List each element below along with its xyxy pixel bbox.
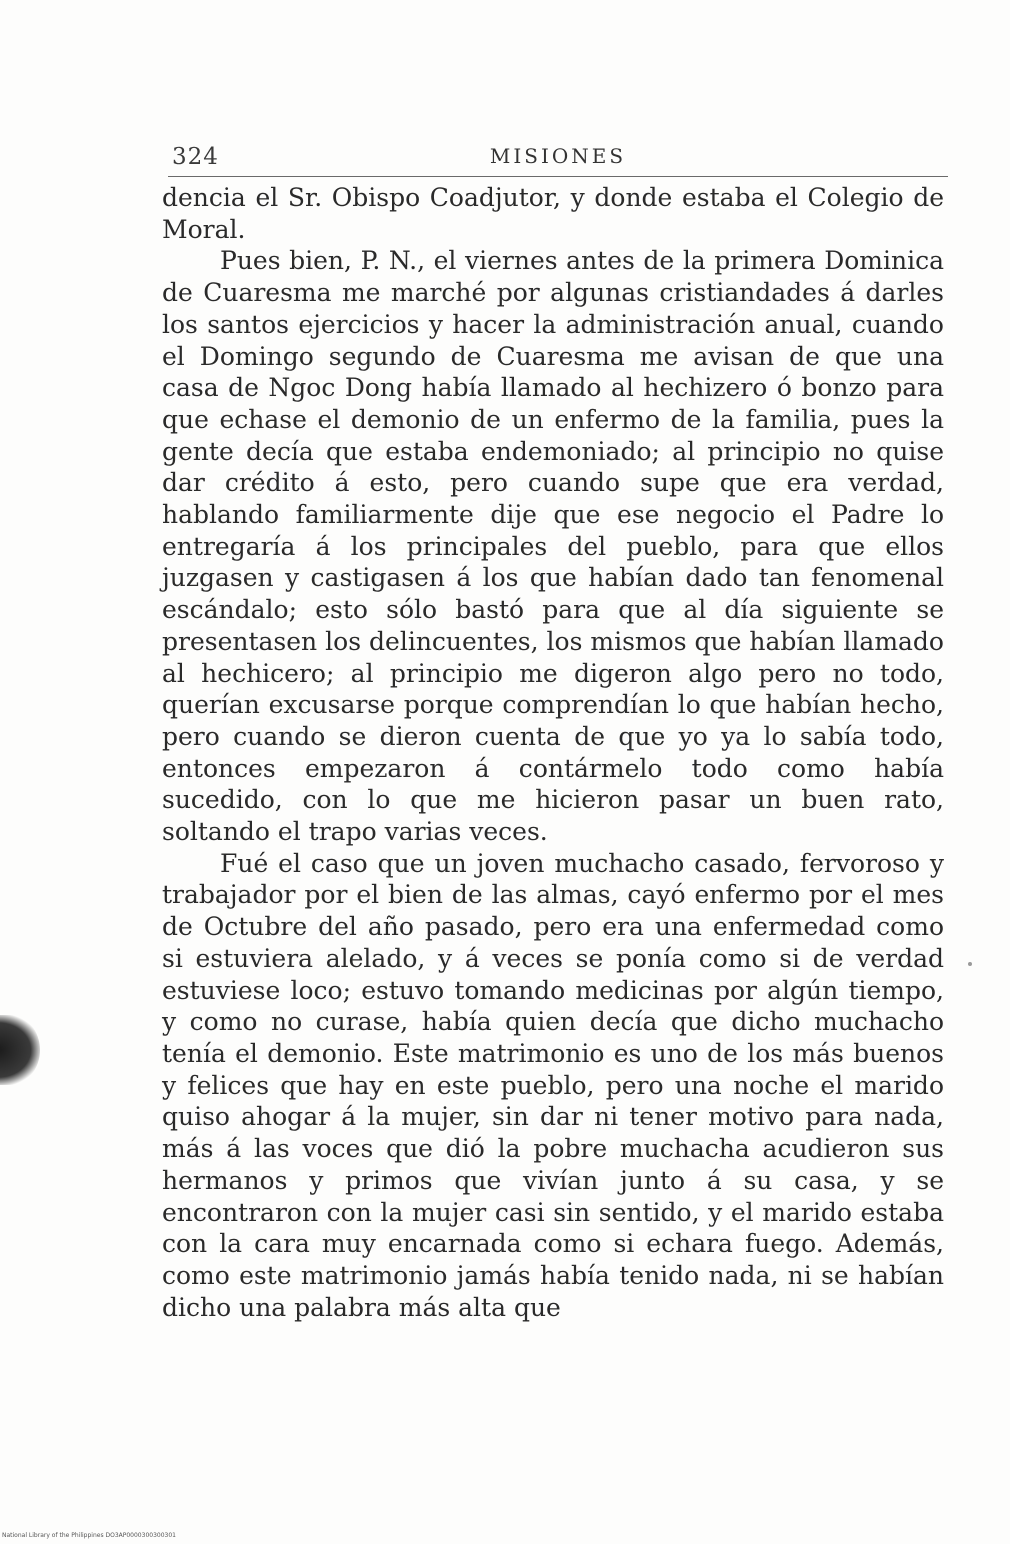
- running-head: MISIONES: [489, 144, 627, 168]
- scan-credit: National Library of the Philippines DO3AP0000300300301: [2, 1532, 176, 1539]
- paragraph: Pues bien, P. N., el viernes antes de la primera Dominica de Cuaresma me marché por algunas cristiandades á darles los santos ejercicios y hacer la administración anual, cuando el Domingo segundo de Cuaresma me avisan de que una casa de Ngoc Dong había llamado al hechizero ó bonzo para que echase el demonio de un enfermo de la familia, pues la gente decía que estaba endemoniado; al principio no quise dar crédito á esto, pero cuando supe que era verdad, hablando familiarmente dije que ese negocio el Padre lo entregaría á los principales del pueblo, para que ellos juzgasen y castigasen á los que habían dado tan fenomenal escándalo; esto sólo bastó para que al día siguiente se presentasen los delincuentes, los mismos que habían llamado al hechicero; al principio me digeron algo pero no todo, querían excusarse porque comprendían lo que habían hecho, pero cuando se dieron cuenta de que yo ya lo sabía todo, entonces empezaron á contármelo todo como había sucedido, con lo que me hicieron pasar un buen rato, soltando el trapo varias veces.: [162, 246, 944, 847]
- dust-speck: [968, 962, 972, 966]
- thumb-shadow: [0, 1015, 40, 1085]
- page-header: [168, 140, 948, 177]
- body-text: [162, 182, 944, 1323]
- page-number: 324: [172, 144, 219, 170]
- paragraph-continuation: dencia el Sr. Obispo Coadjutor, y donde estaba el Colegio de Moral.: [162, 183, 944, 244]
- paragraph: Fué el caso que un joven muchacho casado, fervoroso y trabajador por el bien de las almas, cayó enfermo por el mes de Octubre del año pasado, pero era una enfermedad como si estuviera alelado, y á veces se ponía como si de verdad estuviese loco; estuvo tomando medicinas por algún tiempo, y como no curase, había quien decía que dicho muchacho tenía el demonio. Este matrimonio es uno de los más buenos y felices que hay en este pueblo, pero una noche el marido quiso ahogar á la mujer, sin dar ni tener motivo para nada, más á las voces que dió la pobre muchacha acudieron sus hermanos y primos que vivían junto á su casa, y se encontraron con la mujer casi sin sentido, y el marido estaba con la cara muy encarnada como si echara fuego. Además, como este matrimonio jamás había tenido nada, ni se habían dicho una palabra más alta que: [162, 848, 944, 1322]
